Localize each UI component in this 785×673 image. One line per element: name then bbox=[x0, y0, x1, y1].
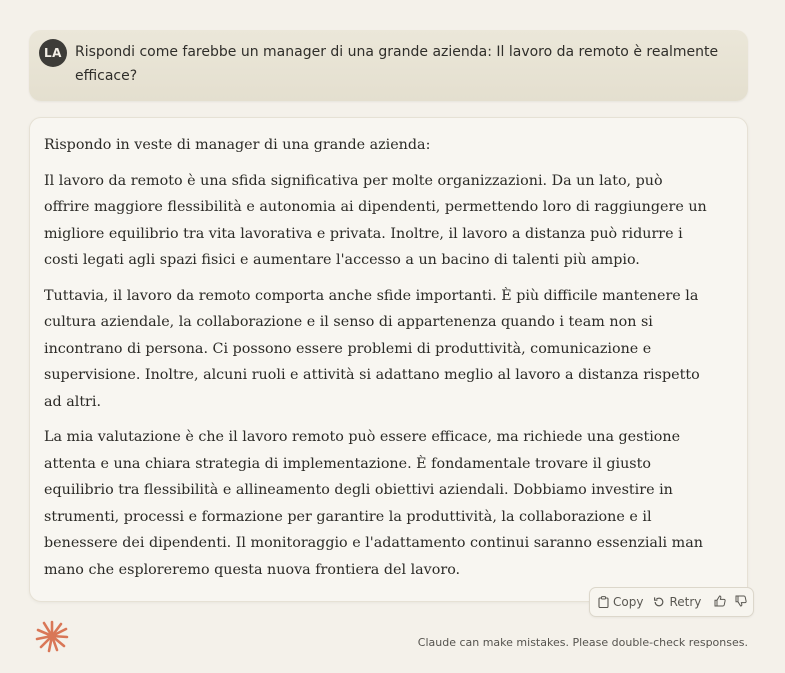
response-paragraph: Il lavoro da remoto è una sfida significativa per molte organizzazioni. Da un lato, può offrire maggiore flessibilità e autonomia ai dipendenti, permettendo loro di raggiungere un migliore equilibrio tra vita lavorativa e privata. Inoltre, il lavoro a distanza può ridurre i costi legati agli spazi fisici e aumentare l'accesso a un bacino di talenti più ampio. bbox=[44, 172, 707, 268]
assistant-response-card bbox=[29, 117, 748, 602]
retry-button[interactable] bbox=[653, 595, 701, 609]
assistant-response-body bbox=[44, 132, 708, 592]
response-paragraph: Tuttavia, il lavoro da remoto comporta anche sfide importanti. È più difficile mantenere la cultura aziendale, la collaborazione e il senso di appartenenza quando i team non si incontrano di persona. Ci possono essere problemi di produttività, comunicazione e supervisione. Inoltre, alcuni ruoli e attività si adattano meglio al lavoro a distanza rispetto ad altri. bbox=[44, 287, 700, 410]
user-message-text: Rispondi come farebbe un manager di una grande azienda: Il lavoro da remoto è realmente efficace? bbox=[75, 44, 719, 84]
retry-label: Retry bbox=[669, 595, 702, 609]
disclaimer-text: Claude can make mistakes. Please double-check responses. bbox=[417, 636, 748, 649]
thumbs-up-button[interactable] bbox=[711, 593, 728, 611]
response-paragraph: Rispondo in veste di manager di una grande azienda: bbox=[44, 137, 431, 153]
retry-icon bbox=[653, 596, 665, 608]
claude-logo-icon bbox=[35, 619, 69, 653]
response-action-bar bbox=[589, 587, 754, 617]
thumbs-down-icon bbox=[735, 595, 747, 610]
clipboard-icon bbox=[598, 596, 609, 608]
copy-label: Copy bbox=[613, 595, 644, 609]
cropped-top-text bbox=[240, 0, 360, 4]
user-avatar[interactable]: LA bbox=[39, 39, 67, 67]
thumbs-down-button[interactable] bbox=[732, 593, 749, 611]
user-message-bubble bbox=[29, 30, 748, 101]
response-paragraph: La mia valutazione è che il lavoro remoto può essere efficace, ma richiede una gestione attenta e una chiara strategia di implementazione. È fondamentale trovare il giusto equilibrio tra flessibilità e allineamento degli obiettivi aziendali. Dobbiamo investire in strumenti, processi e formazione per garantire la produttività, la collaborazione e il benessere dei dipendenti. Il monitoraggio e l'adattamento continui saranno essenziali man mano che esploreremo questa nuova frontiera del lavoro. bbox=[44, 429, 703, 578]
thumbs-up-icon bbox=[714, 595, 726, 610]
copy-button[interactable] bbox=[598, 595, 643, 609]
